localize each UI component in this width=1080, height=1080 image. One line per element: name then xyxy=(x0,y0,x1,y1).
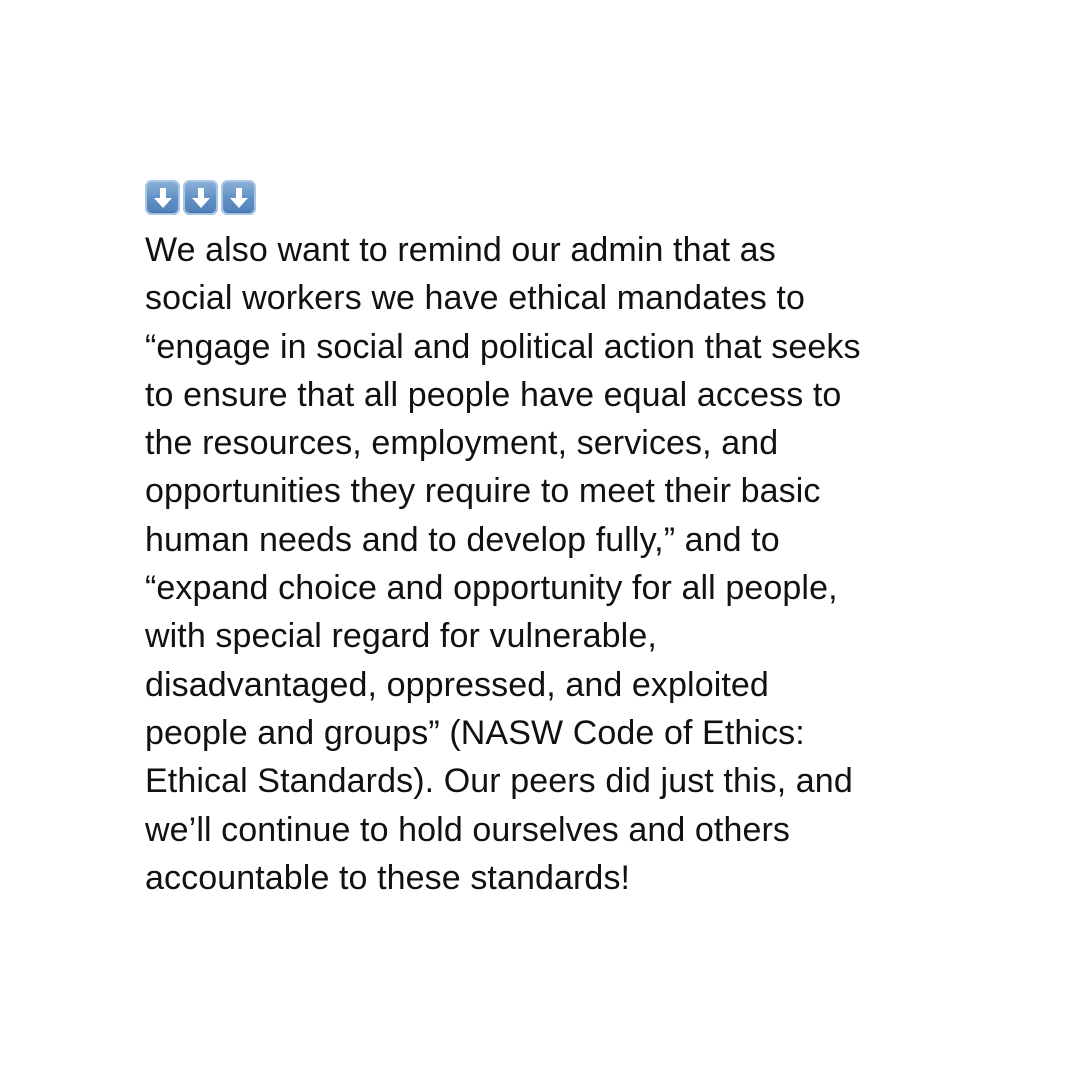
text-line: Ethical Standards). Our peers did just this, and xyxy=(145,762,853,801)
text-line: the resources, employment, services, and xyxy=(145,424,779,463)
down-arrow-button-icon xyxy=(221,180,256,215)
down-arrow-button-icon xyxy=(183,180,218,215)
text-line: we’ll continue to hold ourselves and others xyxy=(145,810,791,849)
text-line: social workers we have ethical mandates to xyxy=(145,279,805,318)
text-line: disadvantaged, oppressed, and exploited xyxy=(145,665,769,704)
post-body-text xyxy=(145,226,1025,902)
text-line: opportunities they require to meet their basic xyxy=(145,472,821,511)
text-line: people and groups” (NASW Code of Ethics: xyxy=(145,713,805,752)
text-line: to ensure that all people have equal access to xyxy=(145,375,842,414)
text-line: “expand choice and opportunity for all people, xyxy=(145,569,838,608)
down-arrow-button-icon xyxy=(145,180,180,215)
text-line: accountable to these standards! xyxy=(145,858,631,897)
text-line: “engage in social and political action that seeks xyxy=(145,327,861,366)
text-line: with special regard for vulnerable, xyxy=(145,617,657,656)
emoji-row xyxy=(145,180,1025,218)
text-line: We also want to remind our admin that as xyxy=(145,231,776,269)
post-content xyxy=(145,180,1025,902)
text-line: human needs and to develop fully,” and to xyxy=(145,520,780,559)
